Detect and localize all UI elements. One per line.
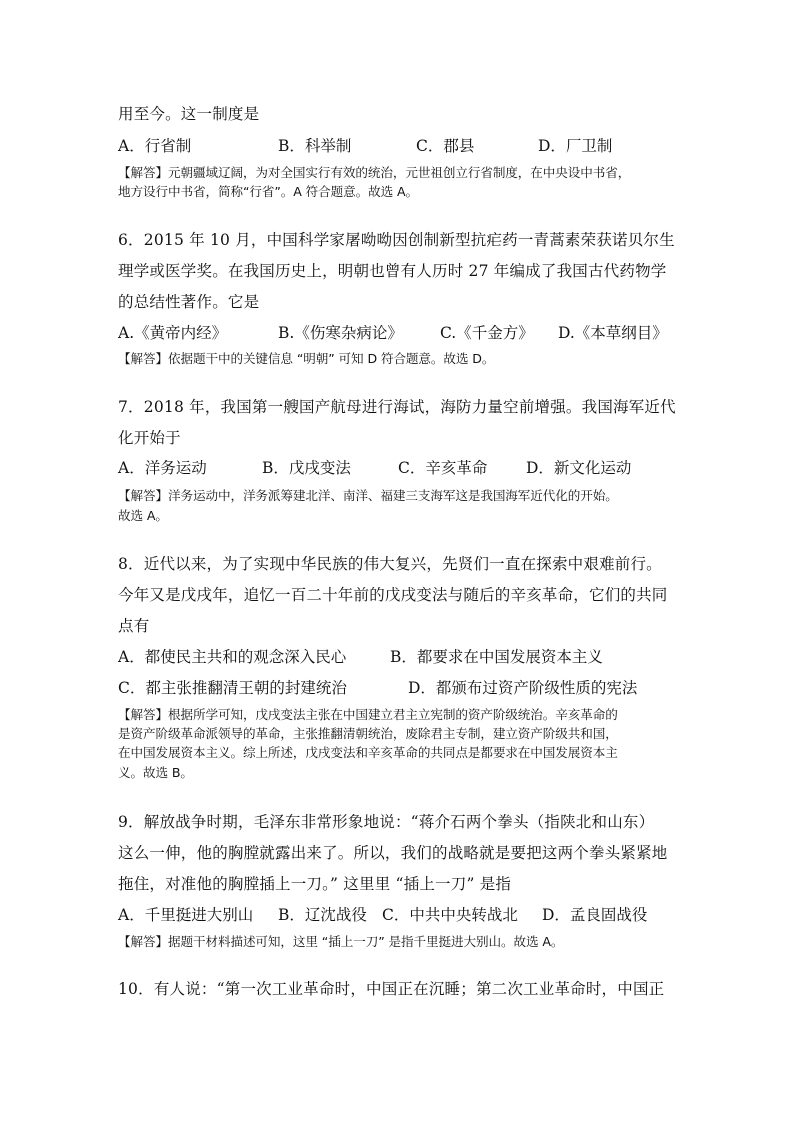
q7-option-c: C．辛亥革命 <box>398 459 488 477</box>
q5-answer-line-2: 地方设行中书省，简称“行省”。A 符合题意。故选 A。 <box>118 184 419 199</box>
q8-answer-line-2: 是资产阶级革命派领导的革命，主张推翻清朝统治，废除君主专制，建立资产阶级共和国， <box>118 726 618 741</box>
q6-option-d: D.《本草纲目》 <box>558 324 668 342</box>
q9-option-b: B．辽沈战役 <box>278 906 367 924</box>
q9-answer-line-1: 【解答】据题干材料描述可知，这里 “插上一刀” 是指千里挺进大别山。故选 A。 <box>118 934 564 949</box>
q8-option-c: C．都主张推翻清王朝的封建统治 <box>118 679 347 697</box>
q8-answer-line-3: 在中国发展资本主义。综上所述，戊戌变法和辛亥革命的共同点是都要求在中国发展资本主 <box>118 745 618 760</box>
q8-stem-line-1: 8．近代以来，为了实现中华民族的伟大复兴，先贤们一直在探索中艰难前行。 <box>118 555 662 573</box>
q7-option-a: A．洋务运动 <box>118 459 207 477</box>
q6-stem-line-1: 6．2015 年 10 月，中国科学家屠呦呦因创制新型抗疟药一青蒿素荣获诺贝尔生 <box>118 231 675 249</box>
q10-stem-line-1: 10．有人说：“第一次工业革命时，中国正在沉睡；第二次工业革命时，中国正 <box>118 980 665 998</box>
q9-stem-line-2: 这么一伸，他的胸膛就露出来了。所以，我们的战略就是要把这两个拳头紧紧地 <box>118 844 668 862</box>
q9-option-d: D．孟良固战役 <box>542 906 648 924</box>
q7-option-b: B．戊戌变法 <box>262 459 351 477</box>
q8-stem-line-2: 今年又是戊戌年，追忆一百二十年前的戊戌变法与随后的辛亥革命，它们的共同 <box>118 586 668 604</box>
q6-stem-line-2: 理学或医学奖。在我国历史上，明朝也曾有人历时 27 年编成了我国古代药物学 <box>118 262 667 280</box>
q5-stem-tail: 用至今。这一制度是 <box>118 105 260 123</box>
q6-option-b: B.《伤寒杂病论》 <box>278 324 403 342</box>
q6-answer-line-1: 【解答】依据题干中的关键信息 “明朝” 可知 D 符合题意。故选 D。 <box>118 351 495 366</box>
q8-option-b: B．都要求在中国发展资本主义 <box>390 648 603 666</box>
q5-option-b: B．科举制 <box>278 137 352 155</box>
q7-answer-line-1: 【解答】洋务运动中，洋务派筹建北洋、南洋、福建三支海军这是我国海军近代化的开始。 <box>118 488 618 503</box>
q5-answer-line-1: 【解答】元朝疆域辽阔，为对全国实行有效的统治，元世祖创立行省制度，在中央设中书省， <box>118 165 631 180</box>
q9-option-a: A．千里挺进大别山 <box>118 906 254 924</box>
q8-answer-line-4: 义。故选 B。 <box>118 765 193 780</box>
q6-option-c: C.《千金方》 <box>440 324 534 342</box>
q5-option-a: A．行省制 <box>118 137 192 155</box>
q7-answer-line-2: 故选 A。 <box>118 508 168 523</box>
q6-stem-line-3: 的总结性著作。它是 <box>118 293 260 311</box>
q6-option-a: A.《黄帝内经》 <box>118 324 228 342</box>
q9-stem-line-3: 拖住，对准他的胸膛插上一刀。” 这里里 “插上一刀” 是指 <box>118 875 512 893</box>
q5-option-c: C．郡县 <box>416 137 475 155</box>
q8-option-d: D．都颁布过资产阶级性质的宪法 <box>408 679 638 697</box>
q5-option-d: D．厂卫制 <box>538 137 613 155</box>
q9-stem-line-1: 9．解放战争时期，毛泽东非常形象地说：“蒋介石两个拳头（指陕北和山东） <box>118 813 655 831</box>
q7-stem-line-1: 7．2018 年，我国第一艘国产航母进行海试，海防力量空前增强。我国海军近代 <box>118 398 676 416</box>
q7-stem-line-2: 化开始于 <box>118 429 181 447</box>
q8-stem-line-3: 点有 <box>118 617 150 635</box>
q9-option-c: C．中共中央转战北 <box>382 906 518 924</box>
q7-option-d: D．新文化运动 <box>526 459 632 477</box>
q8-answer-line-1: 【解答】根据所学可知，戊戌变法主张在中国建立君主立宪制的资产阶级统治。辛亥革命的 <box>118 707 618 722</box>
q8-option-a: A．都使民主共和的观念深入民心 <box>118 648 347 666</box>
